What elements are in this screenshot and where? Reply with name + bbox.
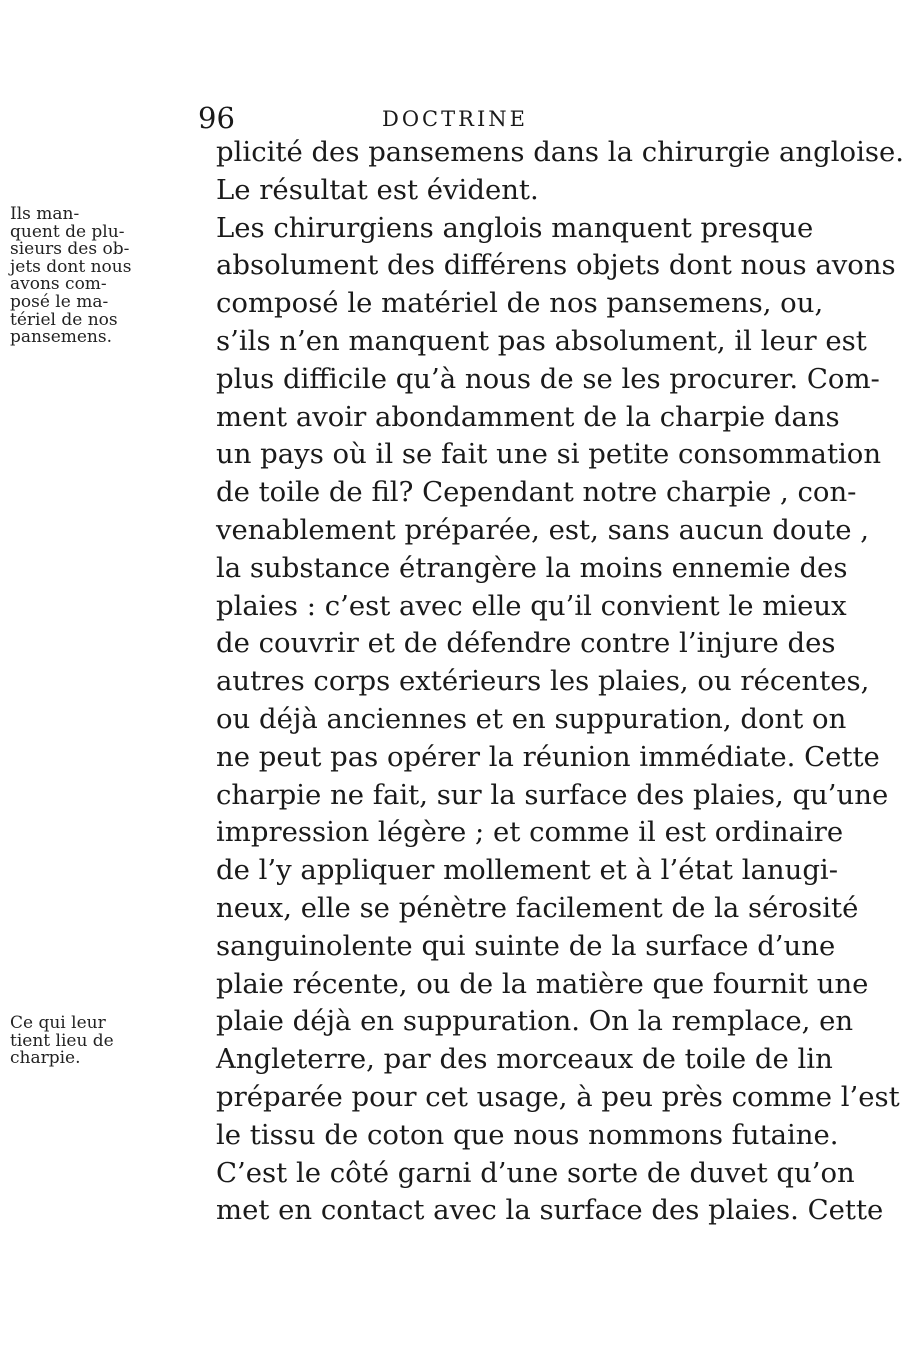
running-head: DOCTRINE: [382, 107, 528, 131]
text-line: de couvrir et de défendre contre l’injure des: [216, 627, 836, 660]
text-line: Le résultat est évident.: [216, 173, 539, 206]
margin-note-line: Ils man-: [10, 204, 80, 224]
text-line: ou déjà anciennes et en suppuration, dont on: [216, 702, 847, 735]
text-line: préparée pour cet usage, à peu près comme l’est: [216, 1080, 900, 1113]
text-line: s’ils n’en manquent pas absolument, il leur est: [216, 324, 867, 357]
text-line: la substance étrangère la moins ennemie des: [216, 551, 848, 584]
margin-note-line: charpie.: [10, 1048, 81, 1069]
margin-note: [10, 206, 160, 347]
text-line: charpie ne fait, sur la surface des plaies, qu’une: [216, 778, 889, 811]
text-line: C’est le côté garni d’une sorte de duvet qu’on: [216, 1156, 855, 1189]
text-line: plaie déjà en suppuration. On la remplace, en: [216, 1005, 854, 1038]
text-line: autres corps extérieurs les plaies, ou récentes,: [216, 665, 870, 698]
text-line: neux, elle se pénètre facilement de la sérosité: [216, 891, 859, 924]
text-line: plus difficile qu’à nous de se les procurer. Com-: [216, 362, 880, 395]
text-line: Les chirurgiens anglois manquent presque: [216, 211, 814, 244]
margin-note-line: jets dont nous: [10, 256, 132, 277]
margin-note-line: posé le ma-: [10, 291, 109, 312]
margin-note-line: Ce qui leur: [10, 1013, 106, 1033]
text-line: plaie récente, ou de la matière que fournit une: [216, 967, 869, 1000]
page-header: [198, 100, 738, 136]
margin-note-line: sieurs des ob-: [10, 239, 130, 260]
text-line: de toile de fil? Cependant notre charpie , con-: [216, 476, 857, 509]
text-line: met en contact avec la surface des plaies. Cette: [216, 1194, 884, 1227]
text-line: plicité des pansemens dans la chirurgie angloise.: [216, 136, 904, 168]
text-line: le tissu de coton que nous nommons futaine.: [216, 1118, 839, 1151]
text-line: ne peut pas opérer la réunion immédiate. Cette: [216, 740, 880, 773]
text-line: absolument des différens objets dont nous avons: [216, 249, 896, 282]
page-number: 96: [198, 101, 235, 135]
margin-note-line: quent de plu-: [10, 221, 125, 242]
body-text: [216, 134, 904, 1230]
margin-note-line: tériel de nos: [10, 309, 118, 330]
margin-note-line: avons com-: [10, 274, 107, 295]
text-line: sanguinolente qui suinte de la surface d’une: [216, 929, 836, 962]
margin-note-line: tient lieu de: [10, 1030, 114, 1051]
text-line: Angleterre, par des morceaux de toile de lin: [216, 1043, 833, 1076]
text-line: venablement préparée, est, sans aucun doute ,: [216, 513, 869, 546]
text-line: de l’y appliquer mollement et à l’état lanugi-: [216, 854, 839, 887]
text-line: impression légère ; et comme il est ordinaire: [216, 816, 844, 849]
text-line: composé le matériel de nos pansemens, ou,: [216, 287, 824, 320]
margin-note: [10, 1015, 160, 1068]
text-line: un pays où il se fait une si petite consommation: [216, 438, 882, 471]
margin-note-line: pansemens.: [10, 327, 113, 348]
text-line: ment avoir abondamment de la charpie dans: [216, 400, 840, 433]
text-line: plaies : c’est avec elle qu’il convient le mieux: [216, 589, 847, 622]
